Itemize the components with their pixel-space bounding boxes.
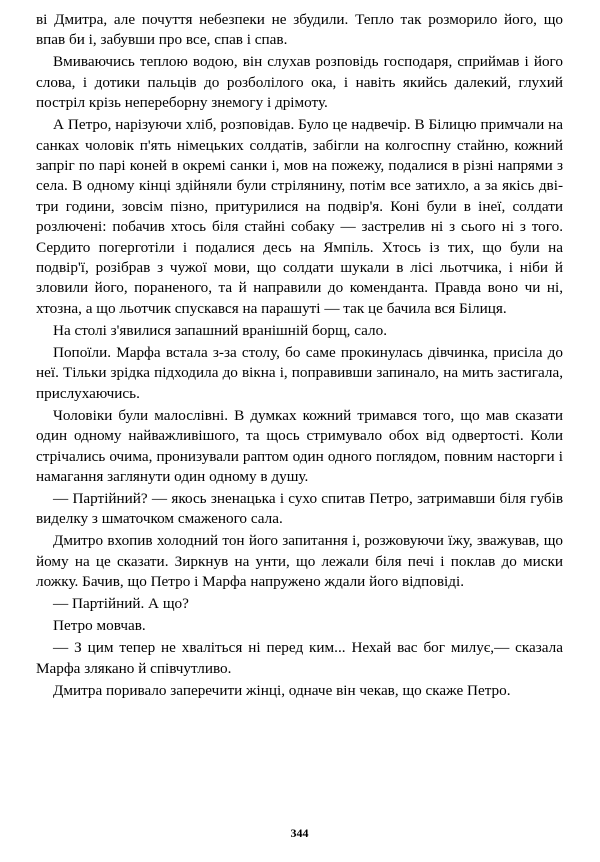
paragraph-silent-men: Чоловіки були малослівні. В думках кожний тримався того, що мав сказати один одному найважливішого, та щось стримувало обох від одвертості. Коли стрічались очима, пронизували раптом один одного поглядом, повним насторги і намагання заглянути один одному в душу. [36,406,563,485]
paragraph-continuation: ві Дмитра, але почуття небезпеки не збудили. Тепло так розморило його, що впав би і, забувши про все, спав і спав. [36,11,563,49]
paragraph-dmytro-thinks: Дмитро вхопив холодний тон його запитання і, розжовуючи їжу, зважував, що йому на це сказати. Зиркнув на унти, що лежали біля печі і поклав до миски ложку. Бачив, що Петро і Марфа напружено ждали його відповіді. [36,532,563,591]
paragraph-marfa-warning: — З цим тепер не хваліться ні перед ким... Нехай вас бог милує,— сказала Марфа злякано й співчутливо. [36,639,563,677]
book-page [36,10,563,850]
paragraph-dmytro-waits: Дмитра поривало заперечити жінці, одначе він чекав, що скаже Петро. [53,681,511,699]
paragraph-petro-silent: Петро мовчав. [53,617,146,635]
page-number: 344 [290,826,309,840]
paragraph-marfa: Попоїли. Марфа встала з-за столу, бо саме прокинулась дівчинка, присіла до неї. Тільки зрідка підходила до вікна і, поправивши запинало, на мить застигала, прислухаючись. [36,343,563,402]
paragraph-washing: Вмиваючись теплою водою, він слухав розповідь господаря, сприймав і його слова, і дотики пальців до розболілого ока, і навіть якийсь далекий, глухий постріл крізь непереборну знемогу і дрімоту. [36,53,563,112]
paragraph-answer: — Партійний. А що? [53,595,189,613]
paragraph-question: — Партійний? — якось зненацька і сухо спитав Петро, затримавши біля губів виделку з шматочком смаженого сала. [36,489,563,528]
paragraph-breakfast: На столі з'явилися запашний вранішній борщ, сало. [53,321,387,339]
paragraph-petro-story: А Петро, нарізуючи хліб, розповідав. Було це надвечір. В Білицю примчали на санках чоловік п'ять німецьких солдатів, забігли на колгоспну стайню, кожний запріг по парі коней в окремі санки і, мов на пожежу, подалися в різні напрями з села. В одному кінці здійняли були стрілянину, потім все затихло, а за якісь дві-три години, зовсім пізно, притурилися на подвір'я. Коні були в інеї, солдати розлючені: побачив хтось біля стайні собаку — застрелив ні з сього ні з того. Сердито погерготіли і подалися десь на Ямпіль. Хтось із тих, що були на подвір'ї, розібрав з чужої мови, що солдати шукали в лісі льотчика, і ніби й зловили його, пораненого, та й направили до коменданта. Правда воно чи ні, хтозна, а що льотчик спускався на парашуті — так це бачила вся Білиця. [36,116,563,317]
